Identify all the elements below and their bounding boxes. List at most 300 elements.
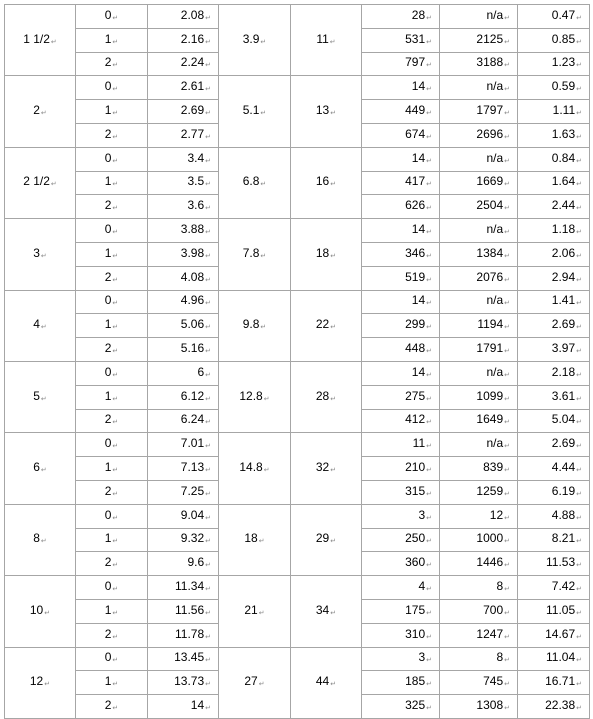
mid2-cell xyxy=(291,361,362,432)
a-cell xyxy=(362,314,440,338)
index-cell xyxy=(76,576,148,600)
a-cell xyxy=(362,52,440,76)
b-cell xyxy=(440,409,518,433)
c-cell xyxy=(518,361,590,385)
paragraph-mark-icon: ↵ xyxy=(426,37,432,46)
c-cell-text: 8.21 xyxy=(551,531,576,546)
paragraph-mark-icon: ↵ xyxy=(112,251,119,260)
value-cell-text: 2.77 xyxy=(180,126,205,141)
paragraph-mark-icon: ↵ xyxy=(112,585,119,594)
c-cell-text: 6.19 xyxy=(551,483,576,498)
index-cell-text: 0 xyxy=(104,579,112,594)
b-cell-text: 1791 xyxy=(476,341,504,356)
c-cell-text: 0.85 xyxy=(551,31,576,46)
index-cell xyxy=(76,671,148,695)
b-cell-text: 1308 xyxy=(476,698,504,712)
a-cell-text: 185 xyxy=(405,674,426,689)
paragraph-mark-icon: ↵ xyxy=(112,37,119,46)
paragraph-mark-icon: ↵ xyxy=(205,537,211,546)
paragraph-mark-icon: ↵ xyxy=(576,370,582,379)
c-cell xyxy=(518,338,590,362)
paragraph-mark-icon: ↵ xyxy=(112,347,119,356)
value-cell xyxy=(148,123,219,147)
index-cell-text: 0 xyxy=(104,293,112,308)
index-cell xyxy=(76,5,148,29)
index-cell-text: 2 xyxy=(104,698,112,712)
a-cell-text: 4 xyxy=(418,579,426,594)
b-cell-text: 2696 xyxy=(476,126,504,141)
c-cell-text: 1.23 xyxy=(551,55,576,70)
paragraph-mark-icon: ↵ xyxy=(205,204,211,213)
paragraph-mark-icon: ↵ xyxy=(112,394,119,403)
a-cell-text: 448 xyxy=(405,341,426,356)
c-cell xyxy=(518,671,590,695)
a-cell-text: 3 xyxy=(418,507,426,522)
b-cell xyxy=(440,314,518,338)
value-cell xyxy=(148,242,219,266)
b-cell-text: n/a xyxy=(486,7,504,22)
paragraph-mark-icon: ↵ xyxy=(112,680,119,689)
c-cell-text: 1.63 xyxy=(551,126,576,141)
b-cell xyxy=(440,123,518,147)
paragraph-mark-icon: ↵ xyxy=(112,656,119,665)
a-cell xyxy=(362,361,440,385)
paragraph-mark-icon: ↵ xyxy=(426,347,432,356)
b-cell-text: n/a xyxy=(486,436,504,451)
b-cell-text: 2504 xyxy=(476,198,504,213)
b-cell xyxy=(440,28,518,52)
paragraph-mark-icon: ↵ xyxy=(504,228,510,237)
paragraph-mark-icon: ↵ xyxy=(44,608,51,617)
paragraph-mark-icon: ↵ xyxy=(40,323,47,332)
index-cell xyxy=(76,457,148,481)
paragraph-mark-icon: ↵ xyxy=(330,180,337,189)
paragraph-mark-icon: ↵ xyxy=(330,680,337,689)
mid-cell-text: 6.8 xyxy=(242,174,260,189)
b-cell-text: 8 xyxy=(496,579,504,594)
value-cell-text: 11.78 xyxy=(174,626,205,641)
value-cell-text: 2.61 xyxy=(180,79,205,94)
b-cell xyxy=(440,147,518,171)
b-cell xyxy=(440,671,518,695)
paragraph-mark-icon: ↵ xyxy=(426,608,432,617)
index-cell xyxy=(76,76,148,100)
b-cell xyxy=(440,52,518,76)
b-cell-text: 1247 xyxy=(476,626,504,641)
a-cell xyxy=(362,671,440,695)
paragraph-mark-icon: ↵ xyxy=(426,323,432,332)
mid-cell xyxy=(219,361,291,432)
paragraph-mark-icon: ↵ xyxy=(426,156,432,165)
paragraph-mark-icon: ↵ xyxy=(330,394,337,403)
size-cell xyxy=(5,147,76,218)
mid-cell-text: 3.9 xyxy=(242,31,260,46)
b-cell-text: 1446 xyxy=(476,555,504,570)
index-cell xyxy=(76,528,148,552)
index-cell xyxy=(76,433,148,457)
a-cell xyxy=(362,28,440,52)
paragraph-mark-icon: ↵ xyxy=(576,608,582,617)
c-cell xyxy=(518,5,590,29)
paragraph-mark-icon: ↵ xyxy=(426,61,432,70)
value-cell xyxy=(148,100,219,124)
paragraph-mark-icon: ↵ xyxy=(504,561,510,570)
table-row xyxy=(5,147,590,171)
c-cell-text: 16.71 xyxy=(545,674,576,689)
paragraph-mark-icon: ↵ xyxy=(504,109,510,118)
b-cell-text: 3188 xyxy=(476,55,504,70)
size-cell xyxy=(5,76,76,147)
index-cell xyxy=(76,623,148,647)
paragraph-mark-icon: ↵ xyxy=(426,394,432,403)
value-cell-text: 5.16 xyxy=(180,341,205,356)
paragraph-mark-icon: ↵ xyxy=(40,109,47,118)
a-cell xyxy=(362,195,440,219)
c-cell xyxy=(518,599,590,623)
paragraph-mark-icon: ↵ xyxy=(205,513,211,522)
b-cell xyxy=(440,457,518,481)
index-cell xyxy=(76,52,148,76)
b-cell-text: 700 xyxy=(483,602,504,617)
mid-cell-text: 14.8 xyxy=(239,460,263,475)
table-row xyxy=(5,5,590,29)
paragraph-mark-icon: ↵ xyxy=(504,704,510,712)
paragraph-mark-icon: ↵ xyxy=(40,251,47,260)
paragraph-mark-icon: ↵ xyxy=(504,442,510,451)
value-cell xyxy=(148,219,219,243)
paragraph-mark-icon: ↵ xyxy=(576,442,582,451)
paragraph-mark-icon: ↵ xyxy=(426,204,432,213)
index-cell xyxy=(76,599,148,623)
paragraph-mark-icon: ↵ xyxy=(576,299,582,308)
paragraph-mark-icon: ↵ xyxy=(576,513,582,522)
paragraph-mark-icon: ↵ xyxy=(205,608,211,617)
b-cell xyxy=(440,599,518,623)
value-cell xyxy=(148,599,219,623)
mid2-cell-text: 44 xyxy=(315,674,330,689)
paragraph-mark-icon: ↵ xyxy=(260,37,267,46)
paragraph-mark-icon: ↵ xyxy=(504,85,510,94)
paragraph-mark-icon: ↵ xyxy=(576,228,582,237)
a-cell-text: 275 xyxy=(405,388,426,403)
index-cell-text: 1 xyxy=(104,317,112,332)
paragraph-mark-icon: ↵ xyxy=(112,13,119,22)
paragraph-mark-icon: ↵ xyxy=(576,394,582,403)
paragraph-mark-icon: ↵ xyxy=(330,608,337,617)
paragraph-mark-icon: ↵ xyxy=(576,13,582,22)
size-cell xyxy=(5,647,76,718)
value-cell xyxy=(148,338,219,362)
value-cell-text: 9.04 xyxy=(180,507,205,522)
b-cell xyxy=(440,171,518,195)
index-cell xyxy=(76,123,148,147)
paragraph-mark-icon: ↵ xyxy=(576,180,582,189)
b-cell xyxy=(440,647,518,671)
paragraph-mark-icon: ↵ xyxy=(40,537,47,546)
paragraph-mark-icon: ↵ xyxy=(576,85,582,94)
paragraph-mark-icon: ↵ xyxy=(329,37,336,46)
paragraph-mark-icon: ↵ xyxy=(205,61,211,70)
index-cell-text: 0 xyxy=(104,222,112,237)
index-cell xyxy=(76,266,148,290)
a-cell xyxy=(362,623,440,647)
value-cell xyxy=(148,647,219,671)
c-cell-text: 1.64 xyxy=(551,174,576,189)
a-cell-text: 28 xyxy=(411,7,426,22)
paragraph-mark-icon: ↵ xyxy=(40,466,47,475)
b-cell xyxy=(440,552,518,576)
c-cell xyxy=(518,480,590,504)
paragraph-mark-icon: ↵ xyxy=(205,251,211,260)
paragraph-mark-icon: ↵ xyxy=(426,680,432,689)
b-cell-text: 12 xyxy=(489,507,504,522)
c-cell xyxy=(518,576,590,600)
paragraph-mark-icon: ↵ xyxy=(205,442,211,451)
a-cell xyxy=(362,695,440,719)
paragraph-mark-icon: ↵ xyxy=(504,251,510,260)
paragraph-mark-icon: ↵ xyxy=(205,418,211,427)
paragraph-mark-icon: ↵ xyxy=(576,585,582,594)
paragraph-mark-icon: ↵ xyxy=(205,704,211,712)
paragraph-mark-icon: ↵ xyxy=(576,656,582,665)
index-cell xyxy=(76,480,148,504)
c-cell-text: 11.04 xyxy=(545,650,576,665)
c-cell xyxy=(518,314,590,338)
c-cell-text: 1.41 xyxy=(551,293,576,308)
value-cell xyxy=(148,504,219,528)
paragraph-mark-icon: ↵ xyxy=(205,466,211,475)
paragraph-mark-icon: ↵ xyxy=(258,608,265,617)
paragraph-mark-icon: ↵ xyxy=(205,489,211,498)
index-cell xyxy=(76,171,148,195)
paragraph-mark-icon: ↵ xyxy=(205,656,211,665)
value-cell-text: 2.08 xyxy=(180,7,205,22)
size-cell-text: 3 xyxy=(33,245,40,260)
c-cell xyxy=(518,100,590,124)
c-cell-text: 11.05 xyxy=(545,602,576,617)
paragraph-mark-icon: ↵ xyxy=(205,585,211,594)
a-cell xyxy=(362,5,440,29)
paragraph-mark-icon: ↵ xyxy=(260,251,267,260)
value-cell xyxy=(148,457,219,481)
a-cell-text: 360 xyxy=(405,555,426,570)
c-cell-text: 7.42 xyxy=(551,579,576,594)
paragraph-mark-icon: ↵ xyxy=(112,228,119,237)
mid2-cell-text: 29 xyxy=(315,531,330,546)
index-cell xyxy=(76,504,148,528)
paragraph-mark-icon: ↵ xyxy=(112,513,119,522)
a-cell-text: 11 xyxy=(412,436,426,451)
a-cell-text: 310 xyxy=(405,626,426,641)
b-cell xyxy=(440,76,518,100)
b-cell-text: n/a xyxy=(486,293,504,308)
paragraph-mark-icon: ↵ xyxy=(112,704,119,712)
b-cell-text: n/a xyxy=(486,150,504,165)
paragraph-mark-icon: ↵ xyxy=(112,442,119,451)
value-cell xyxy=(148,552,219,576)
value-cell xyxy=(148,361,219,385)
size-cell xyxy=(5,290,76,361)
index-cell-text: 0 xyxy=(104,364,112,379)
c-cell-text: 22.38 xyxy=(545,698,576,712)
mid2-cell xyxy=(291,76,362,147)
a-cell-text: 449 xyxy=(405,103,426,118)
value-cell-text: 11.34 xyxy=(174,579,205,594)
value-cell-text: 4.96 xyxy=(180,293,205,308)
value-cell-text: 7.25 xyxy=(180,483,205,498)
paragraph-mark-icon: ↵ xyxy=(576,132,582,141)
c-cell-text: 2.69 xyxy=(551,436,576,451)
value-cell-text: 3.4 xyxy=(187,150,205,165)
index-cell xyxy=(76,290,148,314)
value-cell-text: 6 xyxy=(197,364,205,379)
paragraph-mark-icon: ↵ xyxy=(504,513,510,522)
paragraph-mark-icon: ↵ xyxy=(205,370,211,379)
mid2-cell xyxy=(291,219,362,290)
table-row xyxy=(5,290,590,314)
b-cell xyxy=(440,195,518,219)
b-cell-text: 1669 xyxy=(476,174,504,189)
paragraph-mark-icon: ↵ xyxy=(576,680,582,689)
b-cell-text: 745 xyxy=(483,674,504,689)
index-cell-text: 0 xyxy=(104,7,112,22)
paragraph-mark-icon: ↵ xyxy=(426,489,432,498)
mid2-cell-text: 13 xyxy=(315,103,330,118)
paragraph-mark-icon: ↵ xyxy=(112,561,119,570)
paragraph-mark-icon: ↵ xyxy=(205,632,211,641)
value-cell-text: 4.08 xyxy=(180,269,205,284)
value-cell xyxy=(148,5,219,29)
a-cell xyxy=(362,76,440,100)
paragraph-mark-icon: ↵ xyxy=(426,537,432,546)
paragraph-mark-icon: ↵ xyxy=(330,109,337,118)
paragraph-mark-icon: ↵ xyxy=(260,323,267,332)
mid-cell xyxy=(219,576,291,647)
table-row xyxy=(5,576,590,600)
index-cell xyxy=(76,219,148,243)
a-cell xyxy=(362,409,440,433)
paragraph-mark-icon: ↵ xyxy=(330,466,337,475)
paragraph-mark-icon: ↵ xyxy=(504,275,510,284)
value-cell-text: 9.32 xyxy=(180,531,205,546)
mid-cell-text: 21 xyxy=(244,602,258,617)
value-cell-text: 3.88 xyxy=(180,222,205,237)
paragraph-mark-icon: ↵ xyxy=(205,180,211,189)
paragraph-mark-icon: ↵ xyxy=(426,632,432,641)
paragraph-mark-icon: ↵ xyxy=(112,109,119,118)
b-cell-text: 1384 xyxy=(476,245,504,260)
paragraph-mark-icon: ↵ xyxy=(205,299,211,308)
value-cell-text: 3.98 xyxy=(180,245,205,260)
c-cell xyxy=(518,385,590,409)
paragraph-mark-icon: ↵ xyxy=(576,537,582,546)
paragraph-mark-icon: ↵ xyxy=(112,489,119,498)
c-cell xyxy=(518,266,590,290)
paragraph-mark-icon: ↵ xyxy=(112,632,119,641)
paragraph-mark-icon: ↵ xyxy=(576,109,582,118)
c-cell xyxy=(518,647,590,671)
a-cell xyxy=(362,266,440,290)
c-cell xyxy=(518,552,590,576)
mid2-cell xyxy=(291,147,362,218)
index-cell-text: 2 xyxy=(104,555,112,570)
mid-cell xyxy=(219,76,291,147)
index-cell xyxy=(76,195,148,219)
b-cell xyxy=(440,576,518,600)
b-cell xyxy=(440,695,518,719)
mid-cell-text: 12.8 xyxy=(239,388,263,403)
mid-cell-text: 9.8 xyxy=(242,317,260,332)
data-table xyxy=(4,4,590,719)
paragraph-mark-icon: ↵ xyxy=(205,132,211,141)
c-cell xyxy=(518,171,590,195)
mid-cell xyxy=(219,147,291,218)
paragraph-mark-icon: ↵ xyxy=(426,132,432,141)
paragraph-mark-icon: ↵ xyxy=(426,656,432,665)
c-cell-text: 2.69 xyxy=(551,317,576,332)
a-cell xyxy=(362,647,440,671)
b-cell-text: 839 xyxy=(483,460,504,475)
index-cell-text: 0 xyxy=(104,650,112,665)
b-cell-text: 1649 xyxy=(476,412,504,427)
paragraph-mark-icon: ↵ xyxy=(576,37,582,46)
c-cell-text: 5.04 xyxy=(551,412,576,427)
b-cell xyxy=(440,361,518,385)
index-cell-text: 2 xyxy=(104,412,112,427)
paragraph-mark-icon: ↵ xyxy=(504,537,510,546)
mid-cell xyxy=(219,290,291,361)
paragraph-mark-icon: ↵ xyxy=(205,37,211,46)
paragraph-mark-icon: ↵ xyxy=(258,537,265,546)
paragraph-mark-icon: ↵ xyxy=(576,347,582,356)
c-cell-text: 1.11 xyxy=(552,103,576,118)
paragraph-mark-icon: ↵ xyxy=(504,489,510,498)
paragraph-mark-icon: ↵ xyxy=(504,466,510,475)
index-cell xyxy=(76,242,148,266)
index-cell xyxy=(76,100,148,124)
paragraph-mark-icon: ↵ xyxy=(260,109,267,118)
c-cell xyxy=(518,123,590,147)
paragraph-mark-icon: ↵ xyxy=(330,251,337,260)
b-cell xyxy=(440,504,518,528)
paragraph-mark-icon: ↵ xyxy=(112,418,119,427)
value-cell xyxy=(148,171,219,195)
index-cell-text: 1 xyxy=(104,460,112,475)
table-row xyxy=(5,647,590,671)
c-cell xyxy=(518,52,590,76)
index-cell-text: 1 xyxy=(104,31,112,46)
index-cell xyxy=(76,28,148,52)
c-cell-text: 14.67 xyxy=(545,626,576,641)
a-cell xyxy=(362,219,440,243)
a-cell xyxy=(362,123,440,147)
c-cell xyxy=(518,242,590,266)
value-cell-text: 6.24 xyxy=(180,412,205,427)
c-cell-text: 2.06 xyxy=(551,245,576,260)
index-cell-text: 1 xyxy=(104,674,112,689)
mid-cell xyxy=(219,433,291,504)
mid2-cell xyxy=(291,290,362,361)
paragraph-mark-icon: ↵ xyxy=(426,299,432,308)
mid2-cell-text: 16 xyxy=(315,174,330,189)
mid2-cell-text: 11 xyxy=(316,31,329,46)
paragraph-mark-icon: ↵ xyxy=(205,561,211,570)
a-cell-text: 14 xyxy=(411,222,426,237)
c-cell-text: 2.94 xyxy=(551,269,576,284)
paragraph-mark-icon: ↵ xyxy=(112,132,119,141)
mid-cell-text: 7.8 xyxy=(242,245,260,260)
mid2-cell xyxy=(291,5,362,76)
